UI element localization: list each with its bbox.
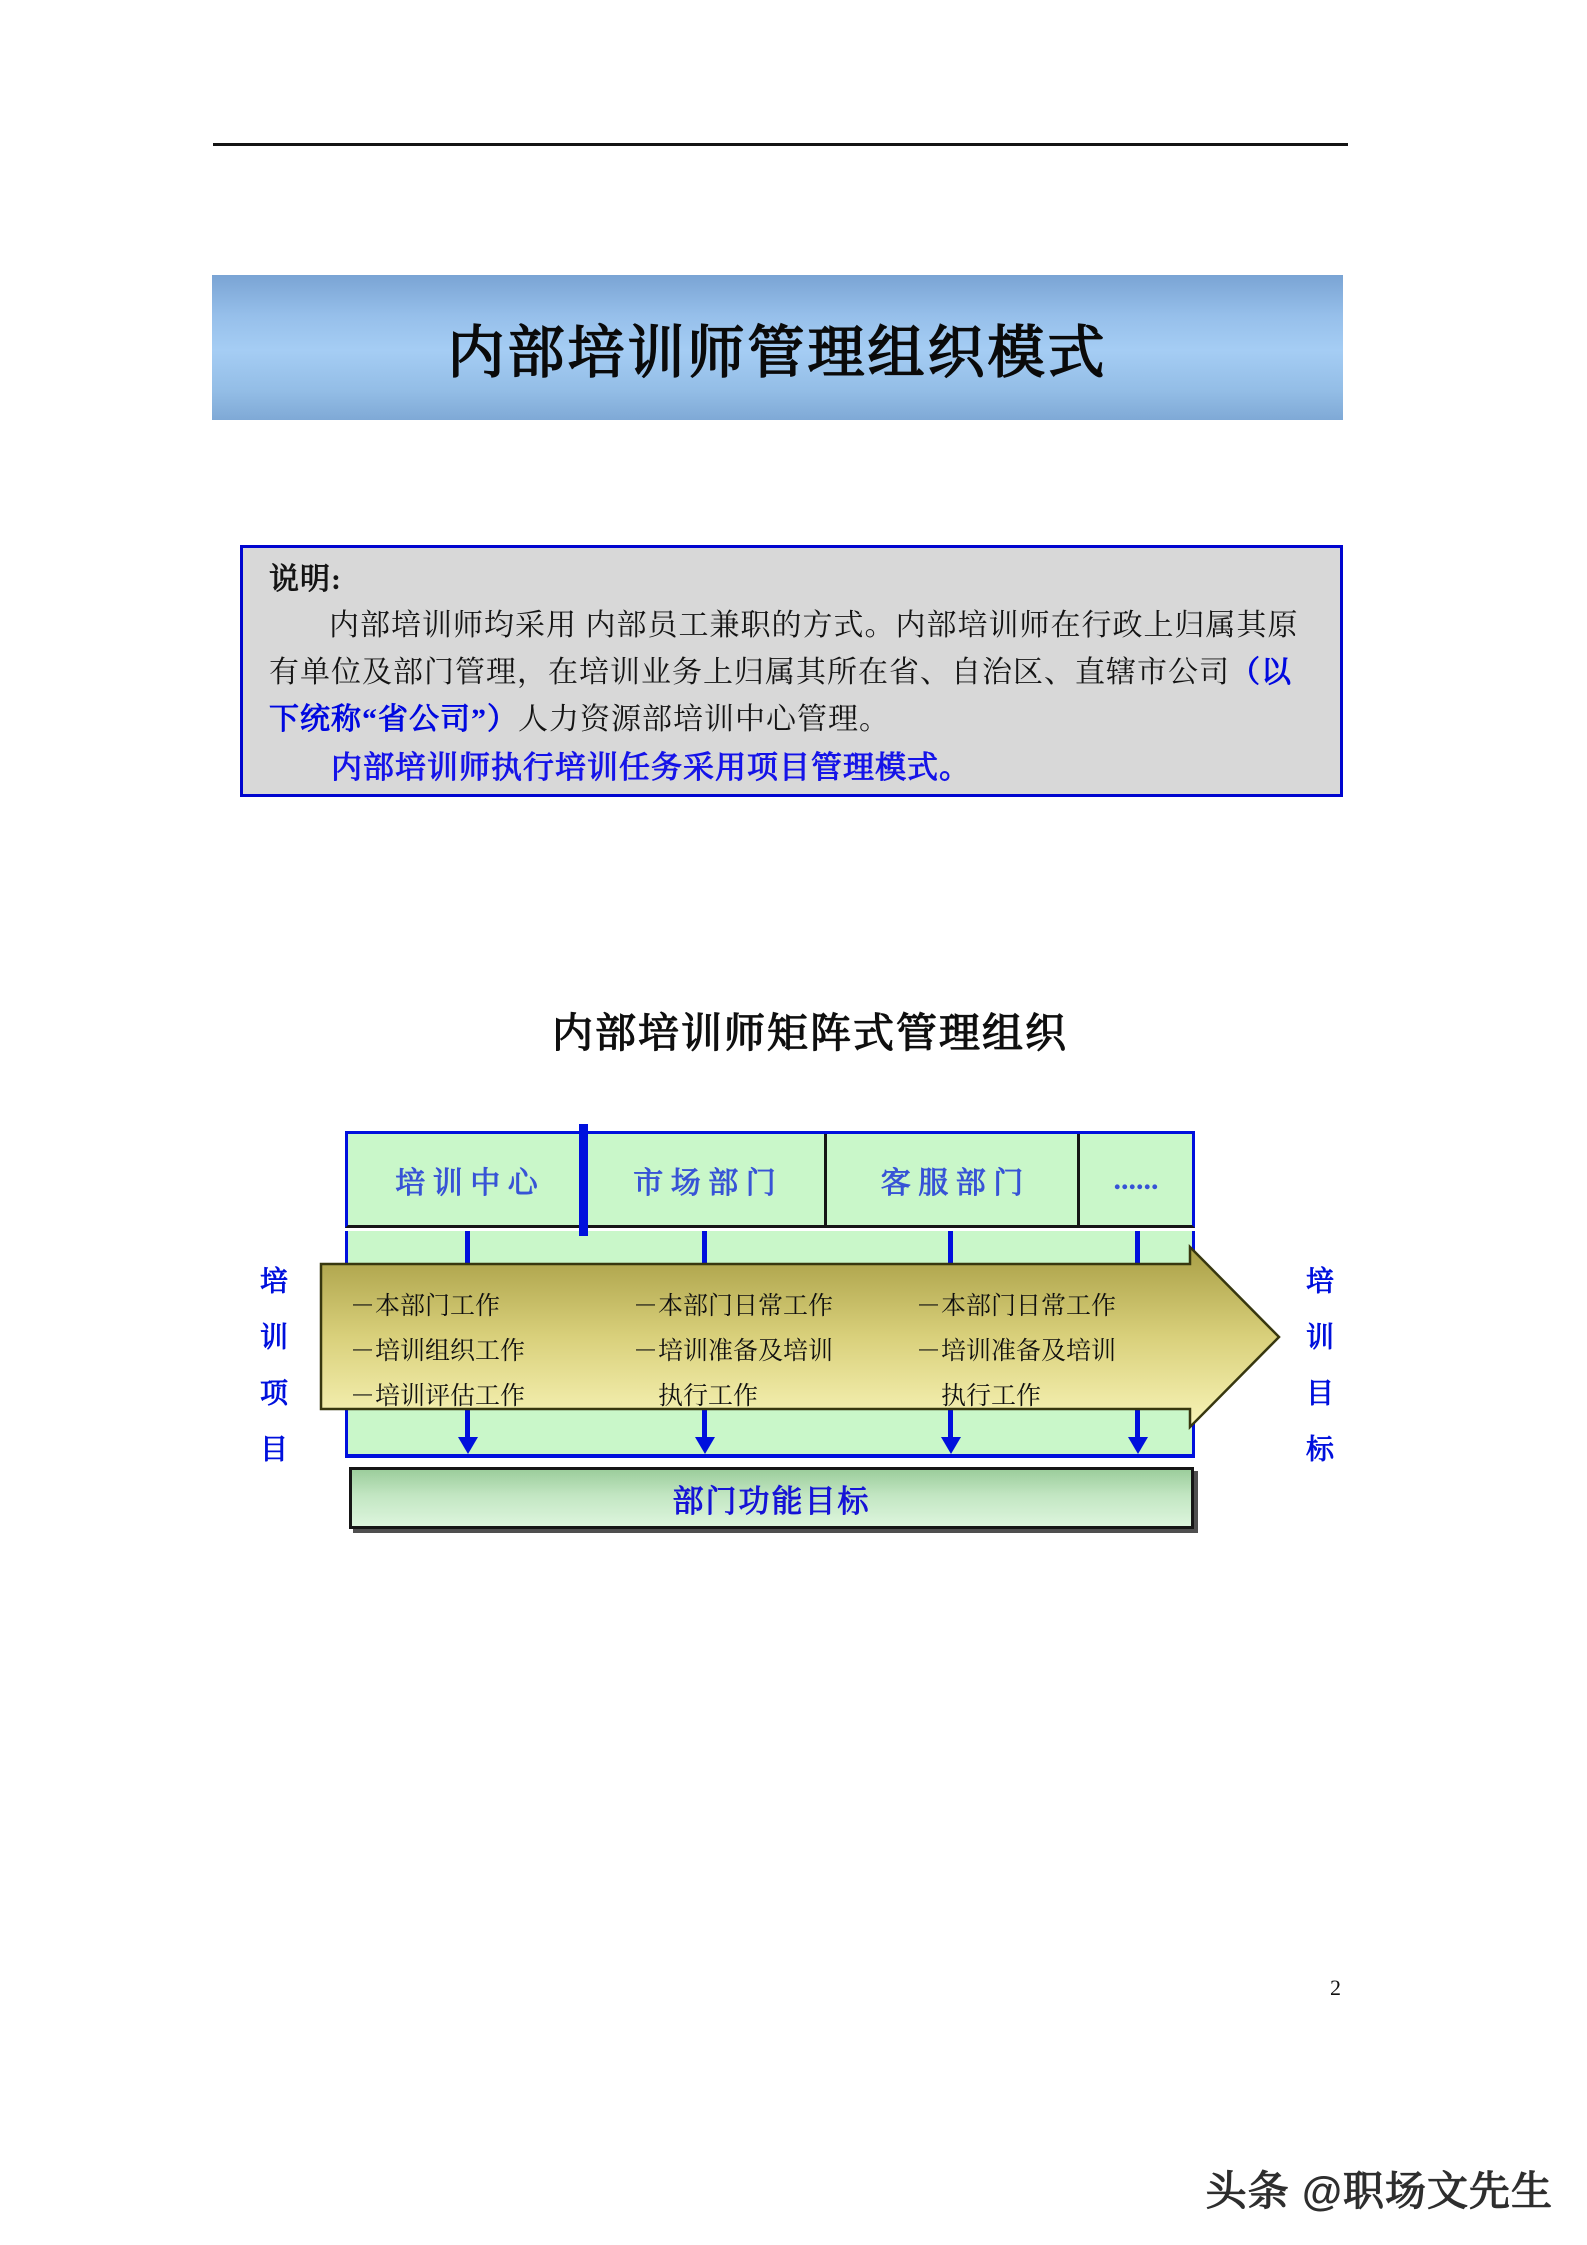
note-line-4: 内部培训师执行培训任务采用项目管理模式。 <box>331 750 971 785</box>
note-line-2-black: 有单位及部门管理，在培训业务上归属其所在省、自治区、直辖市公司 <box>269 656 1230 689</box>
note-line-2-blue: （以 <box>1230 656 1292 689</box>
arrow-tasks-customer-service <box>916 1284 1116 1419</box>
header-cell-ellipsis: ...... <box>1077 1134 1192 1225</box>
note-line-1: 内部培训师均采用 内部员工兼职的方式。内部培训师在行政上归属其原 <box>329 609 1299 642</box>
task-line: －培训准备及培训 <box>916 1338 1117 1365</box>
watermark: 头条 @职场文先生 <box>1205 2168 1553 2214</box>
page-title: 内部培训师管理组织模式 <box>447 320 1108 385</box>
note-line-3-blue: 下统称“省公司”） <box>269 703 518 736</box>
header-cell-customer-service-dept: 客 服 部 门 <box>824 1134 1077 1225</box>
right-label-training-goal: 培训目标 <box>1303 1266 1334 1490</box>
top-rule-divider <box>213 143 1348 146</box>
left-label-training-project: 培训项目 <box>257 1266 288 1490</box>
task-line: －培训评估工作 <box>350 1383 526 1410</box>
task-line: 执行工作 <box>916 1383 1042 1410</box>
arrow-tasks-marketing <box>633 1284 833 1419</box>
page-number: 2 <box>1330 1975 1341 2000</box>
note-heading: 说明: <box>269 563 342 596</box>
task-line: －本部门日常工作 <box>916 1293 1117 1320</box>
task-line: －本部门日常工作 <box>633 1293 834 1320</box>
header-cell-training-center: 培 训 中 心 <box>395 1166 538 1200</box>
bottom-bar-label: 部门功能目标 <box>672 1483 871 1519</box>
title-banner <box>212 275 1343 420</box>
note-box <box>240 545 1343 797</box>
note-line-2 <box>269 649 1316 696</box>
task-line: 执行工作 <box>633 1383 759 1410</box>
task-line: －培训准备及培训 <box>633 1338 834 1365</box>
diagram-title: 内部培训师矩阵式管理组织 <box>552 1010 1068 1056</box>
note-line-3-black: 人力资源部培训中心管理。 <box>518 703 890 736</box>
arrow-tasks-training-center <box>350 1284 525 1419</box>
header-cell-marketing-dept: 市 场 部 门 <box>633 1166 776 1200</box>
department-function-goal-bar <box>349 1467 1194 1529</box>
task-line: －培训组织工作 <box>350 1338 526 1365</box>
note-line-3 <box>269 696 1316 743</box>
task-line: －本部门工作 <box>350 1293 501 1320</box>
department-header-row <box>345 1131 1195 1228</box>
thick-blue-divider <box>579 1124 588 1236</box>
